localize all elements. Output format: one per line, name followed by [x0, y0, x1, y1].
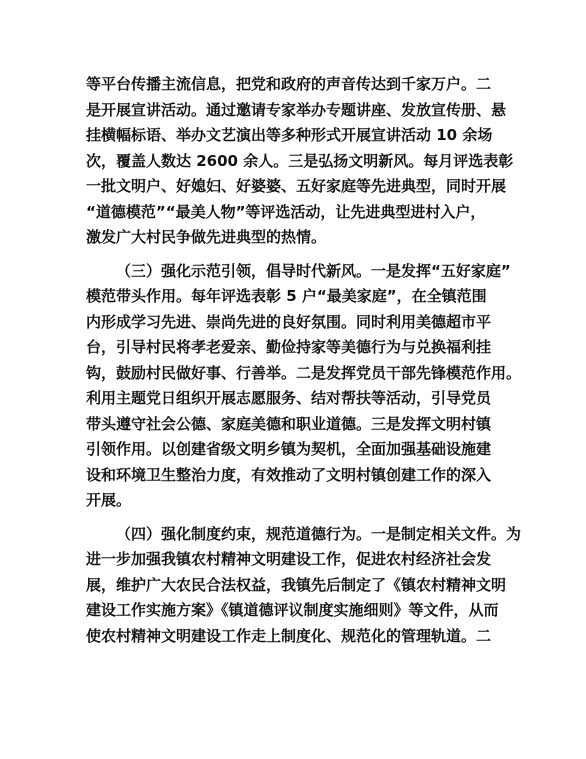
text-line: 开展。	[86, 491, 132, 509]
text-line: 进一步加强我镇农村精神文明建设工作，促进农村经济社会发	[86, 550, 492, 568]
text-line: 是开展宣讲活动。通过邀请专家举办专题讲座、发放宣传册、悬	[86, 100, 507, 119]
text-line: 带头遵守社会公德、家庭美德和职业道德。三是发挥文明村镇	[86, 414, 492, 433]
text-line: 挂横幅标语、举办文艺演出等多种形式开展宣讲活动 10 余场	[86, 126, 493, 144]
text-line: 使农村精神文明建设工作走上制度化、规范化的管理轨道。二	[86, 626, 492, 645]
paragraph-1	[86, 72, 514, 251]
text-line: 利用主题党日组织开展志愿服务、结对帮扶等活动，引导党员	[86, 389, 492, 407]
text-line: 钩，鼓励村民做好事、行善举。二是发挥党员干部先锋模范作用。	[86, 363, 522, 382]
paragraph-3	[86, 522, 522, 650]
text-line: 台，引导村民将孝老爱亲、勤俭持家等美德行为与兑换福利挂	[86, 338, 492, 356]
text-line: （三）强化示范引领，倡导时代新风。一是发挥“五好家庭”	[116, 261, 511, 280]
text-line: 设和环境卫生整治力度，有效推动了文明村镇创建工作的深入	[86, 465, 492, 484]
text-line: 等平台传播主流信息，把党和政府的声音传达到千家万户。二	[86, 75, 492, 93]
text-line: 内形成学习先进、崇尚先进的良好氛围。同时利用美德超市平	[86, 312, 492, 331]
text-line: 模范带头作用。每年评选表彰 5 户“最美家庭”，在全镇范围	[86, 287, 487, 305]
text-line: 建设工作实施方案》《镇道德评议制度实施细则》等文件，从而	[86, 601, 499, 619]
text-line: “道德模范”“最美人物”等评选活动，让先进典型进村入户，	[86, 202, 486, 221]
text-line: 引领作用。以创建省级文明乡镇为契机，全面加强基础设施建	[86, 440, 492, 458]
text-line: （四）强化制度约束，规范道德行为。一是制定相关文件。为	[116, 524, 522, 543]
text-line: 次，覆盖人数达 2600 余人。三是弘扬文明新风。每月评选表彰	[86, 151, 514, 170]
document-body	[86, 72, 522, 649]
text-line: 激发广大村民争做先进典型的热情。	[86, 228, 327, 246]
paragraph-gap	[86, 514, 506, 522]
paragraph-2	[86, 259, 522, 514]
text-line: 一批文明户、好媳妇、好婆婆、五好家庭等先进典型，同时开展	[86, 177, 507, 195]
text-line: 展，维护广大农民合法权益，我镇先后制定了《镇农村精神文明	[86, 575, 507, 594]
paragraph-gap	[86, 251, 506, 259]
